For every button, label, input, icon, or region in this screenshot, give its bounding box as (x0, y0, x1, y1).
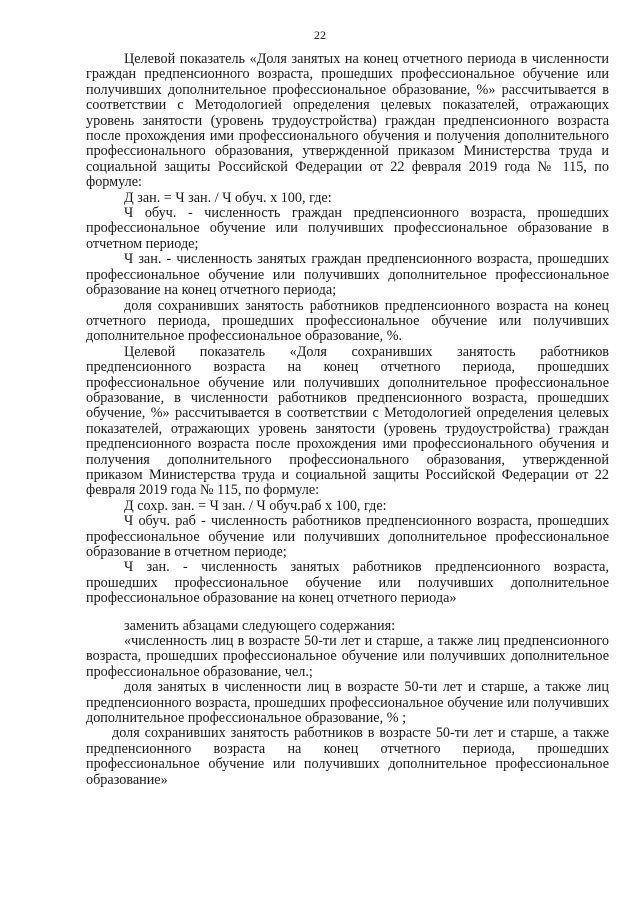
definition-trained: Ч обуч. - численность граждан предпенсионного возраста, прошедших профессиональное обучение или получивших профессиональное образование в отчетном периоде; (86, 205, 609, 252)
new-paragraph-count: «численность лиц в возрасте 50-ти лет и старше, а также лиц предпенсионного возраста, прошедших профессиональное обучение или получивших дополнительное профессиональное образование, чел.; (86, 633, 609, 680)
new-paragraph-employed-share: доля занятых в численности лиц в возрасте 50-ти лет и старше, а также лиц предпенсионного возраста, прошедших профессиональное обучение или получивших дополнительное профессиональное образование, % ; (86, 679, 609, 727)
definition-trained-workers: Ч обуч. раб - численность работников предпенсионного возраста, прошедших профессиональное обучение или получивших дополнительное профессиональное образование в отчетном периоде; (86, 513, 609, 560)
new-paragraph-retained-share: доля сохранивших занятость работников в возрасте 50-ти лет и старше, а также предпенсионного возраста на конец отчетного периода, прошедших профессиональное обучение или получивших дополнительное профессиональное образование» (86, 725, 609, 788)
formula-retained: Д сохр. зан. = Ч зан. / Ч обуч.раб х 100, где: (124, 497, 387, 514)
paragraph-indicator-employed: Целевой показатель «Доля занятых на конец отчетного периода в численности граждан предпенсионного возраста, прошедших профессиональное обучение или получивших дополнительное профессиональное образование, %» рассчитывается в соответствии с Методологией определения целевых показателей, отражающих уровень занятости (уровень трудоустройства) граждан предпенсионного возраста после прохождения ими профессионального обучения и получения дополнительного профессионального образования, утвержденной приказом Министерства труда и социальной защиты Российской Федерации от 22 февраля 2019 года № 115, по формуле: (86, 51, 609, 191)
definition-employed-workers: Ч зан. - численность занятых работников предпенсионного возраста, прошедших профессиональное обучение или получивших дополнительное профессиональное образование на конец отчетного периода» (86, 559, 609, 607)
replace-instruction: заменить абзацами следующего содержания: (124, 617, 396, 634)
formula-employed: Д зан. = Ч зан. / Ч обуч. х 100, где: (124, 189, 332, 206)
paragraph-indicator-retained: Целевой показатель «Доля сохранивших занятость работников предпенсионного возраста на конец отчетного периода, прошедших профессиональное обучение или получивших дополнительное профессиональное образование, в численности работников предпенсионного возраста, прошедших обучение, %» рассчитывается в соответствии с Методологией определения целевых показателей, отражающих уровень занятости (уровень трудоустройства) граждан предпенсионного возраста после прохождения ими профессионального обучения и получения дополнительного профессионального образования, утвержденной приказом Министерства труда и социальной защиты Российской Федерации от 22 февраля 2019 года № 115, по формуле: (86, 343, 609, 499)
paragraph-retained-share: доля сохранивших занятость работников предпенсионного возраста на конец отчетного периода, прошедших профессиональное обучение или получивших дополнительное профессиональное образование, %. (86, 297, 609, 345)
document-body (86, 52, 609, 788)
page-number: 22 (314, 28, 326, 42)
definition-employed: Ч зан. - численность занятых граждан предпенсионного возраста, прошедших профессиональное обучение или получивших дополнительное профессиональное образование на конец отчетного периода; (86, 251, 609, 299)
